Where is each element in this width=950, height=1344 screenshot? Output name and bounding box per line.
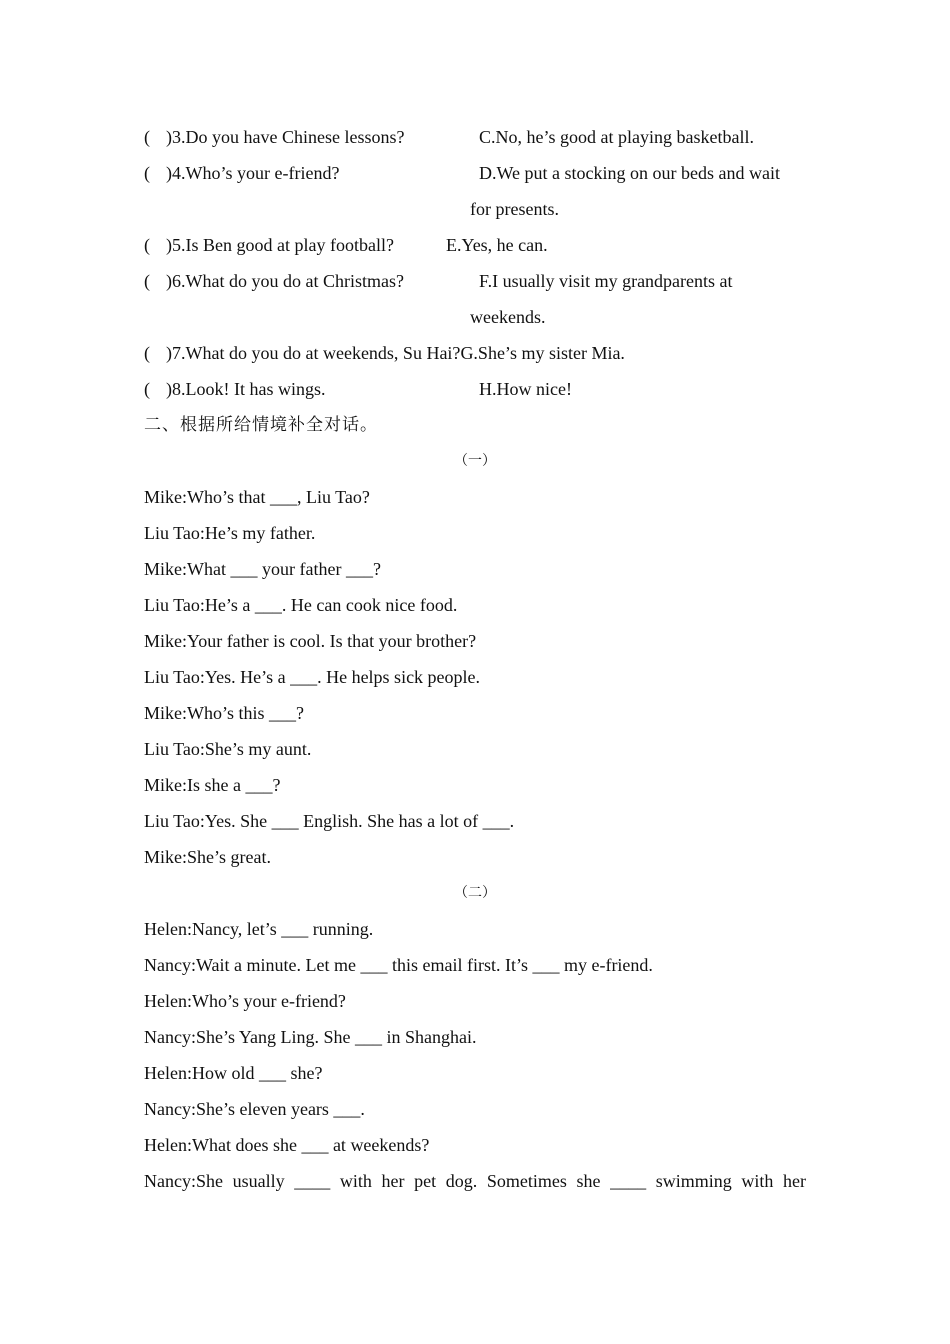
matching-question: )4.Who’s your e-friend? bbox=[166, 163, 340, 183]
matching-answer: G.She’s my sister Mia. bbox=[460, 343, 625, 363]
dialogue-line: Mike:Who’s that ___, Liu Tao? bbox=[144, 487, 370, 507]
matching-item bbox=[144, 263, 404, 299]
dialogue-line: Mike:What ___ your father ___? bbox=[144, 559, 381, 579]
answer-paren[interactable]: ( bbox=[144, 235, 150, 255]
matching-answer: E.Yes, he can. bbox=[446, 235, 548, 255]
dialogue-line: Nancy:She’s eleven years ___. bbox=[144, 1099, 365, 1119]
dialogue-line: Nancy:She’s Yang Ling. She ___ in Shanghai. bbox=[144, 1027, 477, 1047]
dialogue-line: Helen:Nancy, let’s ___ running. bbox=[144, 919, 374, 939]
dialogue-line: Liu Tao:He’s a ___. He can cook nice food. bbox=[144, 595, 458, 615]
matching-item bbox=[144, 155, 339, 191]
dialogue-line: Mike:She’s great. bbox=[144, 847, 271, 867]
matching-answer-continued: weekends. bbox=[470, 307, 546, 327]
matching-item bbox=[144, 227, 394, 263]
answer-paren[interactable]: ( bbox=[144, 163, 150, 183]
matching-answer: H.How nice! bbox=[479, 379, 572, 399]
matching-question: )7.What do you do at weekends, Su Hai? bbox=[166, 343, 461, 363]
dialogue-line: Liu Tao:He’s my father. bbox=[144, 523, 316, 543]
dialogue-line: Helen:How old ___ she? bbox=[144, 1063, 323, 1083]
dialogue-line: Mike:Your father is cool. Is that your brother? bbox=[144, 631, 477, 651]
matching-answer: F.I usually visit my grandparents at bbox=[479, 271, 733, 291]
dialogue-line: Nancy:She usually ____ with her pet dog. Sometimes she ____ swimming with her bbox=[144, 1171, 806, 1191]
answer-paren[interactable]: ( bbox=[144, 127, 150, 147]
dialogue-line: Liu Tao:Yes. She ___ English. She has a lot of ___. bbox=[144, 811, 515, 831]
matching-question: )3.Do you have Chinese lessons? bbox=[166, 127, 405, 147]
matching-item bbox=[144, 335, 625, 371]
matching-item bbox=[144, 119, 404, 155]
answer-paren[interactable]: ( bbox=[144, 379, 150, 399]
matching-answer: C.No, he’s good at playing basketball. bbox=[479, 127, 754, 147]
answer-paren[interactable]: ( bbox=[144, 343, 150, 363]
matching-answer: D.We put a stocking on our beds and wait bbox=[479, 163, 780, 183]
dialogue-line: Liu Tao:She’s my aunt. bbox=[144, 739, 312, 759]
matching-item bbox=[144, 371, 325, 407]
section-heading: 二、根据所给情境补全对话。 bbox=[144, 415, 378, 435]
dialogue-line: Mike:Who’s this ___? bbox=[144, 703, 304, 723]
answer-paren[interactable]: ( bbox=[144, 271, 150, 291]
dialogue-line: Liu Tao:Yes. He’s a ___. He helps sick people. bbox=[144, 667, 481, 687]
matching-question: )6.What do you do at Christmas? bbox=[166, 271, 404, 291]
dialogue-label: （二） bbox=[454, 885, 496, 901]
dialogue-label: （一） bbox=[454, 453, 496, 469]
dialogue-line: Helen:What does she ___ at weekends? bbox=[144, 1135, 430, 1155]
dialogue-line: Nancy:Wait a minute. Let me ___ this email first. It’s ___ my e-friend. bbox=[144, 955, 653, 975]
dialogue-line: Helen:Who’s your e-friend? bbox=[144, 991, 346, 1011]
matching-answer-continued: for presents. bbox=[470, 199, 559, 219]
matching-question: )8.Look! It has wings. bbox=[166, 379, 326, 399]
dialogue-line: Mike:Is she a ___? bbox=[144, 775, 281, 795]
matching-question: )5.Is Ben good at play football? bbox=[166, 235, 394, 255]
